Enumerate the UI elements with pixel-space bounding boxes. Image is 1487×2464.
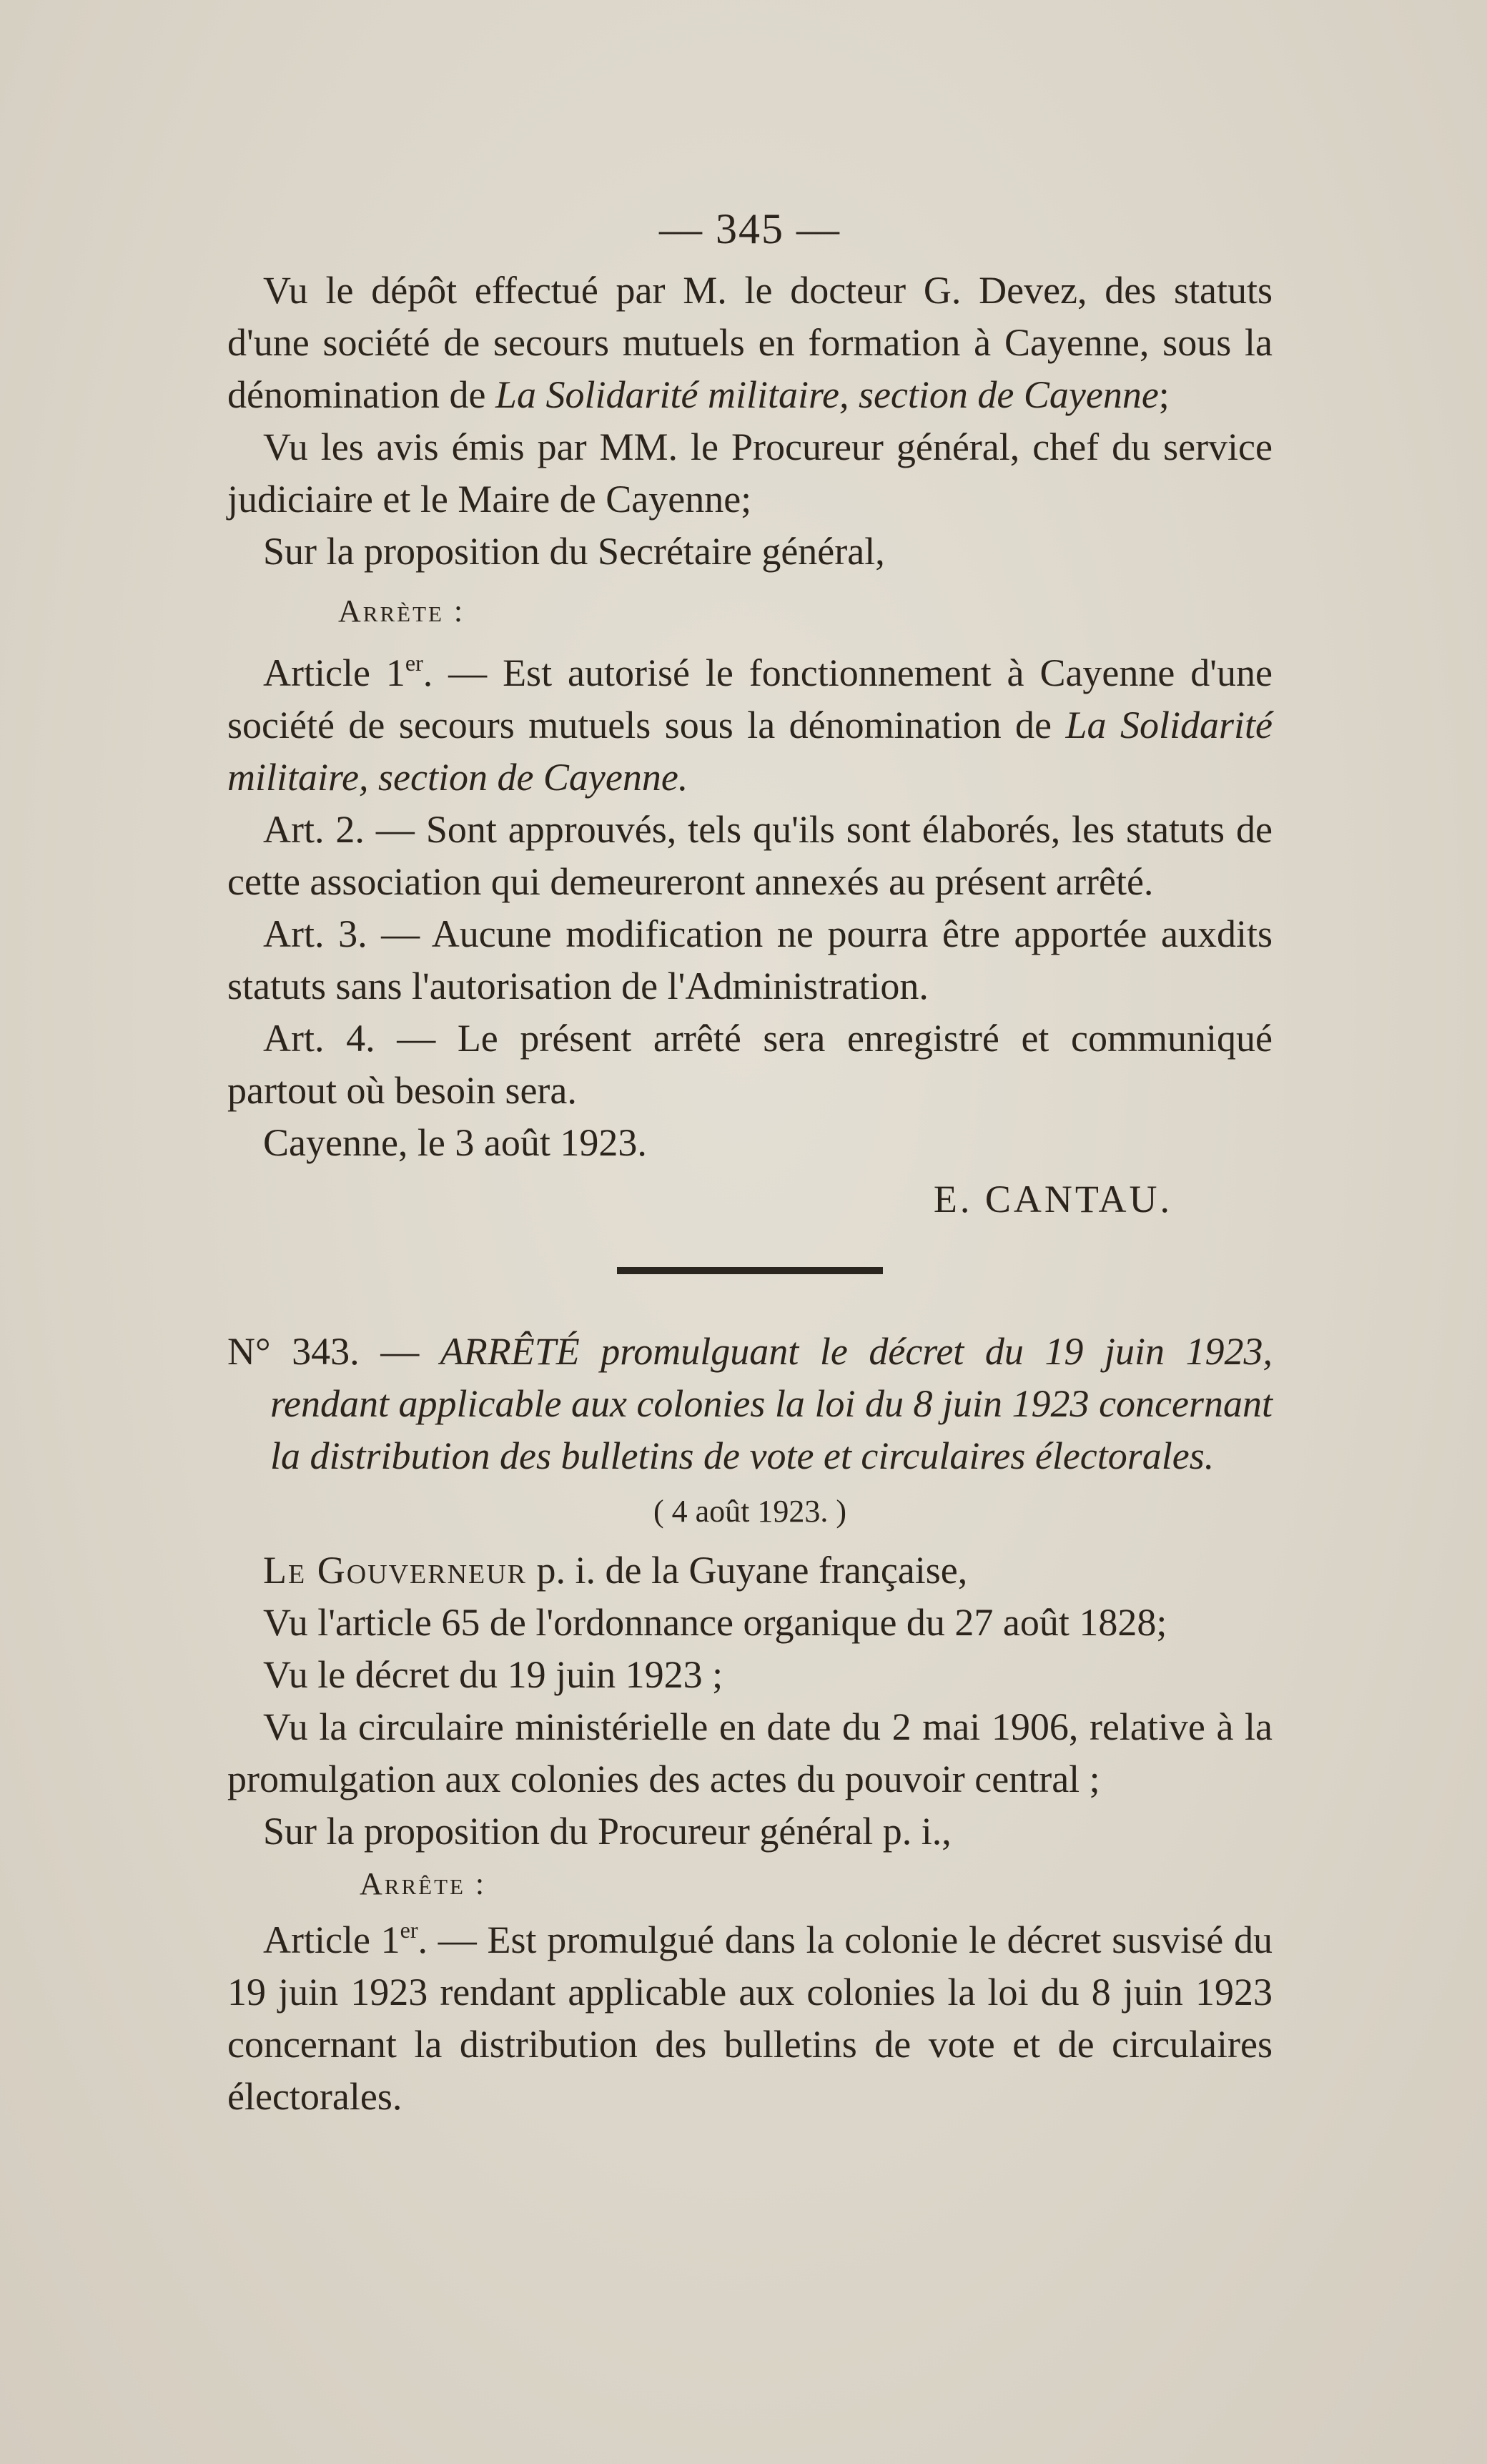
arrete-number: N° 343. —	[227, 1330, 440, 1373]
paragraph-end: ;	[1158, 373, 1170, 416]
arrete-343-heading	[227, 1326, 1273, 1482]
paragraph-proposition: Sur la proposition du Secrétaire général,	[263, 530, 885, 573]
place-date: Cayenne, le 3 août 1923.	[263, 1121, 647, 1164]
governor-line	[227, 1544, 1273, 1597]
article-1-sup: er	[405, 650, 423, 676]
article-4: Art. 4. — Le présent arrêté sera enregistré et communiqué partout où besoin sera.	[227, 1017, 1273, 1112]
article-1-text-2: . — Est promulgué dans la colonie le décret susvisé du 19 juin 1923 rendant applicable aux colonies la loi du 8 juin 1923 concernant la distribution des bulletins de vote et de circulaires électorales.	[227, 1918, 1273, 2118]
page-number: — 345 —	[659, 205, 841, 252]
article-1-italic: La Solidarité militaire, section de Cayenne.	[227, 704, 1273, 799]
arrete-heading: Arrète :	[338, 593, 465, 629]
vu-circulaire: Vu la circulaire ministérielle en date du 2 mai 1906, relative à la promulgation aux colonies des actes du pouvoir central ;	[227, 1705, 1273, 1800]
proposition-procureur: Sur la proposition du Procureur général p. i.,	[263, 1810, 952, 1853]
arrete-title: ARRÊTÉ promulguant le décret du 19 juin 1923, rendant applicable aux colonies la loi du 8 juin 1923 concernant la distribution des bulletins de vote et circulaires électorales.	[270, 1330, 1273, 1477]
paragraph-vu-avis: Vu les avis émis par MM. le Procureur général, chef du service judiciaire et le Maire de Cayenne;	[227, 425, 1273, 521]
signature: E. CANTAU.	[933, 1178, 1172, 1221]
society-name-italic: La Solidarité militaire, section de Cayenne	[495, 373, 1159, 416]
article-1	[227, 647, 1273, 804]
article-1-promulgation	[227, 1914, 1273, 2123]
vu-decret: Vu le décret du 19 juin 1923 ;	[263, 1653, 723, 1696]
text-column	[227, 200, 1273, 2123]
article-1-label-2: Article 1	[263, 1918, 400, 1961]
vu-article-65: Vu l'article 65 de l'ordonnance organique du 27 août 1828;	[263, 1601, 1167, 1644]
governor-title: Le Gouverneur	[263, 1549, 528, 1592]
arrete-heading-2: Arrête :	[360, 1866, 487, 1901]
arrete-date: ( 4 août 1923. )	[653, 1494, 847, 1529]
article-2: Art. 2. — Sont approuvés, tels qu'ils sont élaborés, les statuts de cette association qui demeureront annexés au présent arrêté.	[227, 808, 1273, 903]
paragraph-text: Vu le dépôt effectué par M. le docteur G. Devez, des statuts d'une société de secours mutuels en formation à Cayenne, sous la dénomination de	[227, 269, 1273, 416]
article-1-label: Article 1	[263, 651, 405, 694]
section-divider	[617, 1267, 883, 1274]
paragraph-vu-depot	[227, 265, 1273, 421]
governor-rest: p. i. de la Guyane française,	[527, 1549, 968, 1592]
article-1-text: . — Est autorisé le fonctionnement à Cayenne d'une société de secours mutuels sous la dénomination de	[227, 651, 1273, 746]
article-1-sup-2: er	[400, 1917, 418, 1943]
article-3: Art. 3. — Aucune modification ne pourra être apportée auxdits statuts sans l'autorisation de l'Administration.	[227, 912, 1273, 1007]
